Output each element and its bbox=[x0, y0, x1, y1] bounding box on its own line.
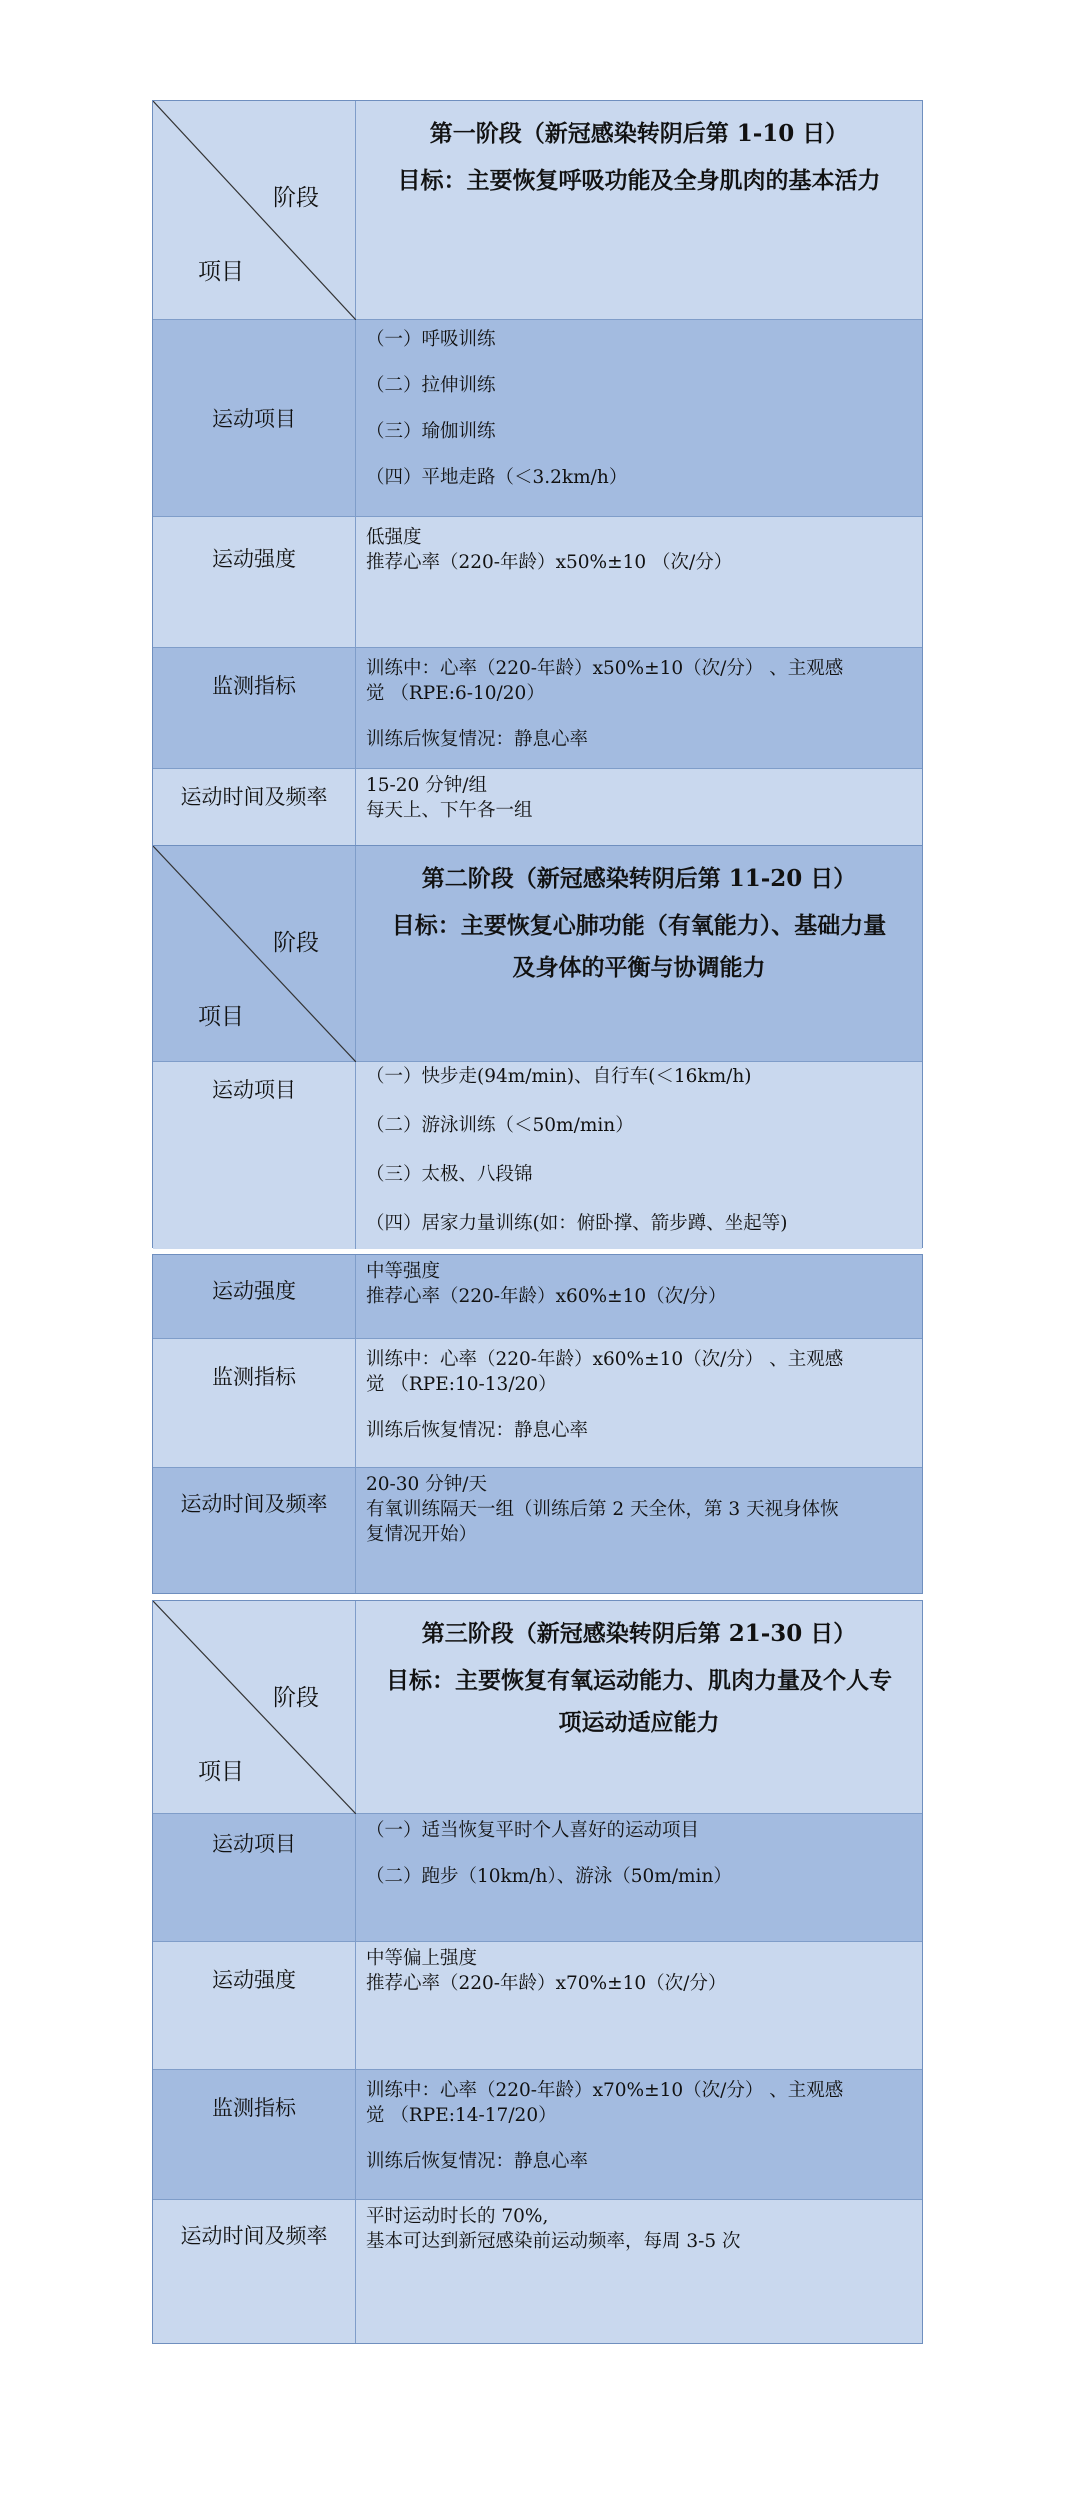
phase1-heading bbox=[356, 101, 922, 319]
stage-label: 阶段 bbox=[273, 930, 319, 956]
phase3-table bbox=[152, 1600, 923, 2344]
content-line: （一）适当恢复平时个人喜好的运动项目 bbox=[366, 1820, 700, 1841]
content-line: 平时运动时长的 70%, bbox=[366, 2206, 549, 2227]
row-content bbox=[356, 1255, 922, 1338]
row-label: 运动项目 bbox=[153, 320, 356, 516]
row-content bbox=[356, 1814, 922, 1941]
diagonal-line bbox=[153, 101, 356, 320]
phase1-monitor-row bbox=[153, 648, 922, 769]
content-line: （一）快步走(94m/min)、自行车(＜16km/h) bbox=[366, 1066, 752, 1087]
phase2-goal-line1: 目标：主要恢复心肺功能（有氧能力）、基础力量 bbox=[391, 912, 887, 939]
content-line: 训练后恢复情况：静息心率 bbox=[366, 1420, 589, 1441]
phase2-table-continued bbox=[152, 1254, 923, 1594]
phase3-goal-line1: 目标：主要恢复有氧运动能力、肌肉力量及个人专 bbox=[386, 1667, 892, 1694]
phase1-time-row bbox=[153, 769, 922, 849]
phase2-time-row bbox=[153, 1468, 922, 1593]
content-line: （一）呼吸训练 bbox=[366, 329, 496, 350]
row-label: 运动时间及频率 bbox=[153, 1468, 356, 1593]
row-content bbox=[356, 2070, 922, 2199]
row-label: 运动强度 bbox=[153, 1942, 356, 2069]
phase1-items-row bbox=[153, 320, 922, 517]
stage-label: 阶段 bbox=[273, 185, 319, 211]
content-line: 每天上、下午各一组 bbox=[366, 800, 533, 821]
content-line: 训练中：心率（220-年龄）x70%±10（次/分） 、主观感 bbox=[366, 2080, 844, 2101]
content-line: 训练中：心率（220-年龄）x60%±10（次/分） 、主观感 bbox=[366, 1349, 844, 1370]
phase1-header-row bbox=[153, 101, 922, 320]
content-line: （二）跑步（10km/h）、游泳（50m/min） bbox=[366, 1866, 732, 1887]
content-line: 觉 （RPE:14-17/20） bbox=[366, 2105, 557, 2126]
phase3-header-row bbox=[153, 1601, 922, 1814]
phase3-heading bbox=[356, 1601, 922, 1813]
content-line: 中等偏上强度 bbox=[366, 1948, 478, 1969]
phase1-title: 第一阶段（新冠感染转阴后第 1-10 日） bbox=[429, 120, 849, 147]
content-line: 训练后恢复情况：静息心率 bbox=[366, 729, 589, 750]
row-content bbox=[356, 1062, 922, 1249]
content-line: 推荐心率（220-年龄）x50%±10 （次/分） bbox=[366, 552, 733, 573]
phase2-monitor-row bbox=[153, 1339, 922, 1468]
item-label: 项目 bbox=[198, 1004, 244, 1030]
row-label: 监测指标 bbox=[153, 2070, 356, 2199]
content-line: 训练中：心率（220-年龄）x50%±10（次/分） 、主观感 bbox=[366, 658, 844, 679]
phase3-items-row bbox=[153, 1814, 922, 1942]
row-label: 运动项目 bbox=[153, 1062, 356, 1249]
content-line: 有氧训练隔天一组（训练后第 2 天全休，第 3 天视身体恢 bbox=[366, 1499, 839, 1520]
diagonal-line bbox=[153, 846, 356, 1062]
row-content bbox=[356, 320, 922, 516]
phase2-header-row bbox=[153, 846, 922, 1062]
row-content bbox=[356, 517, 922, 647]
phase3-intensity-row bbox=[153, 1942, 922, 2070]
content-line: （三）瑜伽训练 bbox=[366, 421, 496, 442]
row-label: 运动强度 bbox=[153, 1255, 356, 1338]
content-line: 15-20 分钟/组 bbox=[366, 775, 487, 796]
row-label: 运动时间及频率 bbox=[153, 2200, 356, 2343]
content-line: （四）居家力量训练(如：俯卧撑、箭步蹲、坐起等) bbox=[366, 1213, 788, 1234]
content-line: （二）拉伸训练 bbox=[366, 375, 496, 396]
phase1-intensity-row bbox=[153, 517, 922, 648]
content-line: 基本可达到新冠感染前运动频率，每周 3-5 次 bbox=[366, 2231, 741, 2252]
content-line: 推荐心率（220-年龄）x70%±10（次/分） bbox=[366, 1973, 727, 1994]
content-line: 中等强度 bbox=[366, 1261, 441, 1282]
phase3-goal-line2: 项运动适应能力 bbox=[558, 1709, 720, 1736]
diagonal-header-cell bbox=[153, 1601, 356, 1813]
row-content bbox=[356, 1468, 922, 1593]
item-label: 项目 bbox=[198, 1759, 244, 1785]
content-line: 低强度 bbox=[366, 527, 422, 548]
content-line: 20-30 分钟/天 bbox=[366, 1474, 487, 1495]
row-label: 监测指标 bbox=[153, 1339, 356, 1467]
item-label: 项目 bbox=[198, 259, 244, 285]
content-line: 觉 （RPE:10-13/20） bbox=[366, 1374, 557, 1395]
row-label: 运动时间及频率 bbox=[153, 769, 356, 849]
phase2-heading bbox=[356, 846, 922, 1061]
row-content bbox=[356, 1339, 922, 1467]
phase3-title: 第三阶段（新冠感染转阴后第 21-30 日） bbox=[421, 1620, 857, 1647]
content-line: （四）平地走路（＜3.2km/h） bbox=[366, 467, 628, 488]
stage-label: 阶段 bbox=[273, 1685, 319, 1711]
row-label: 监测指标 bbox=[153, 648, 356, 768]
content-line: （二）游泳训练（＜50m/min） bbox=[366, 1115, 634, 1136]
diagonal-header-cell bbox=[153, 846, 356, 1061]
row-content bbox=[356, 648, 922, 768]
diagonal-line bbox=[153, 1601, 356, 1814]
phase1-goal: 目标：主要恢复呼吸功能及全身肌肉的基本活力 bbox=[397, 167, 881, 194]
phase2-table bbox=[152, 845, 923, 1248]
diagonal-header-cell bbox=[153, 101, 356, 319]
row-content bbox=[356, 2200, 922, 2343]
phase2-goal-line2: 及身体的平衡与协调能力 bbox=[512, 954, 766, 981]
content-line: （三）太极、八段锦 bbox=[366, 1164, 533, 1185]
row-label: 运动项目 bbox=[153, 1814, 356, 1941]
phase3-monitor-row bbox=[153, 2070, 922, 2200]
content-line: 推荐心率（220-年龄）x60%±10（次/分） bbox=[366, 1286, 727, 1307]
phase2-items-row bbox=[153, 1062, 922, 1249]
phase2-title: 第二阶段（新冠感染转阴后第 11-20 日） bbox=[421, 865, 857, 892]
content-line: 训练后恢复情况：静息心率 bbox=[366, 2151, 589, 2172]
content-line: 复情况开始） bbox=[366, 1524, 478, 1545]
phase2-intensity-row bbox=[153, 1255, 922, 1339]
phase3-time-row bbox=[153, 2200, 922, 2343]
row-content bbox=[356, 769, 922, 849]
row-content bbox=[356, 1942, 922, 2069]
phase1-table bbox=[152, 100, 923, 848]
row-label: 运动强度 bbox=[153, 517, 356, 647]
content-line: 觉 （RPE:6-10/20） bbox=[366, 683, 545, 704]
